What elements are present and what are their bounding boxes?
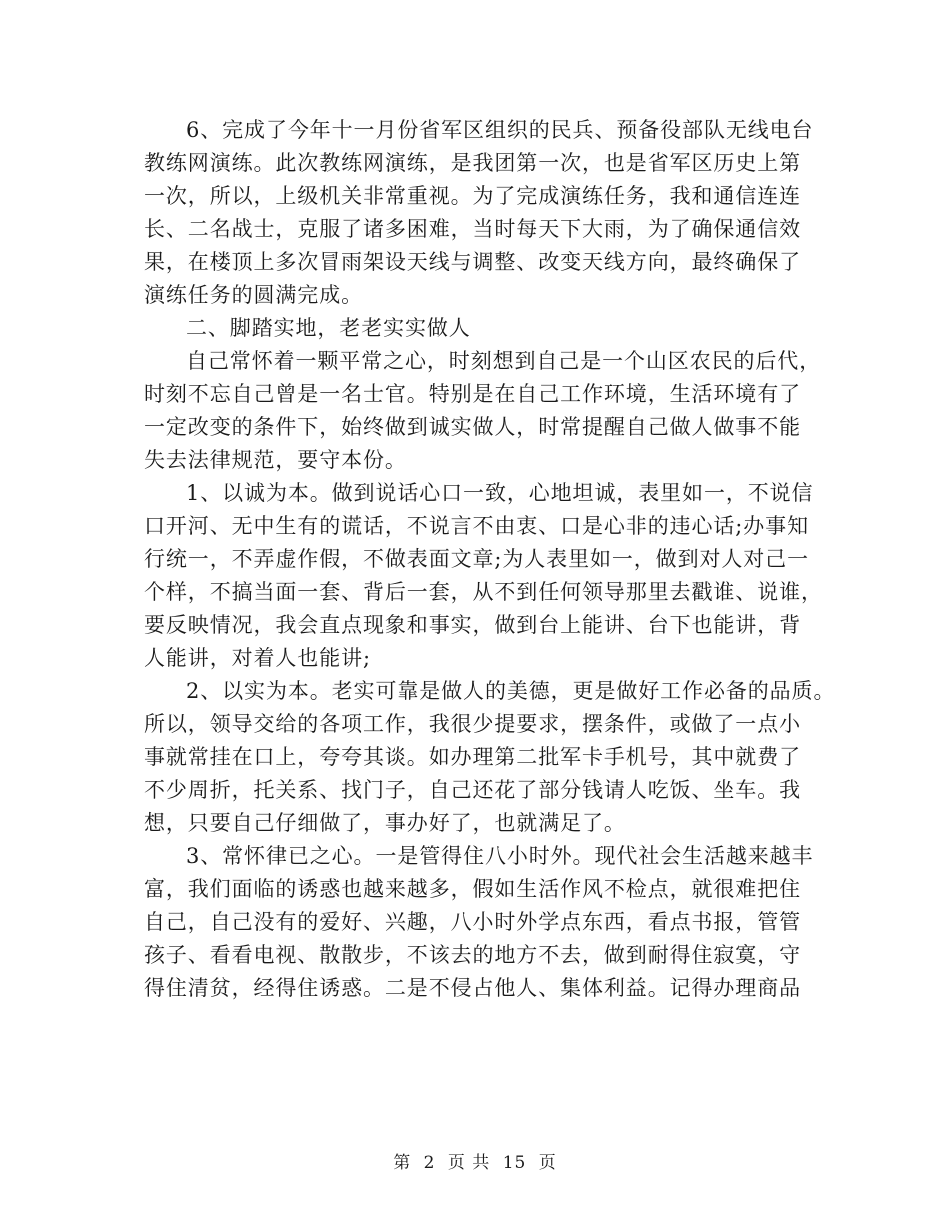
text-line: 教练网演练。此次教练网演练，是我团第一次，也是省军区历史上第 — [144, 151, 801, 175]
text-line: 一次，所以，上级机关非常重视。为了完成演练任务，我和通信连连 — [144, 184, 801, 208]
text-line: 长、二名战士，克服了诸多困难，当时每天下大雨，为了确保通信效 — [144, 217, 801, 241]
text-line: 失去法律规范，要守本份。 — [144, 448, 407, 472]
text-line: 6、完成了今年十一月份省军区组织的民兵、预备役部队无线电台 — [186, 118, 814, 142]
text-line: 想，只要自己仔细做了，事办好了，也就满足了。 — [144, 811, 626, 835]
text-line: 要反映情况，我会直点现象和事实，做到台上能讲、台下也能讲，背 — [144, 613, 801, 637]
text-line: 自己，自己没有的爱好、兴趣，八小时外学点东西，看点书报，管管 — [144, 910, 801, 934]
page-total: 15 — [502, 1153, 527, 1173]
text-line: 自己常怀着一颗平常之心，时刻想到自己是一个山区农民的后代， — [186, 349, 822, 373]
footer-middle: 页 共 — [447, 1153, 491, 1173]
text-line: 不少周折，托关系、找门子，自己还花了部分钱请人吃饭、坐车。我 — [144, 778, 801, 802]
text-line: 口开河、无中生有的谎话，不说言不由衷、口是心非的违心话;办事知 — [144, 514, 809, 538]
text-line: 3、常怀律已之心。一是管得住八小时外。现代社会生活越来越丰 — [186, 844, 814, 868]
text-line: 富，我们面临的诱惑也越来越多，假如生活作风不检点，就很难把住 — [144, 877, 801, 901]
text-line: 得住清贫，经得住诱惑。二是不侵占他人、集体利益。记得办理商品 — [144, 976, 801, 1000]
text-line: 所以，领导交给的各项工作，我很少提要求，摆条件，或做了一点小 — [144, 712, 801, 736]
text-line: 事就常挂在口上，夸夸其谈。如办理第二批军卡手机号，其中就费了 — [144, 745, 801, 769]
text-line: 人能讲，对着人也能讲; — [144, 646, 371, 670]
text-line: 行统一，不弄虚作假，不做表面文章;为人表里如一，做到对人对己一 — [144, 547, 809, 571]
page-number: 2 — [423, 1153, 436, 1173]
text-line: 演练任务的圆满完成。 — [144, 283, 363, 307]
text-line: 一定改变的条件下，始终做到诚实做人，时常提醒自己做人做事不能 — [144, 415, 801, 439]
page-footer — [0, 1151, 950, 1175]
section-heading: 二、脚踏实地，老老实实做人 — [186, 316, 471, 340]
text-line: 2、以实为本。老实可靠是做人的美德，更是做好工作必备的品质。 — [186, 679, 836, 703]
text-line: 孩子、看看电视、散散步，不该去的地方不去，做到耐得住寂寞，守 — [144, 943, 801, 967]
text-line: 果，在楼顶上多次冒雨架设天线与调整、改变天线方向，最终确保了 — [144, 250, 801, 274]
footer-prefix: 第 — [393, 1153, 412, 1173]
text-line: 个样，不搞当面一套、背后一套，从不到任何领导那里去戳谁、说谁， — [144, 580, 823, 604]
text-line: 1、以诚为本。做到说话心口一致，心地坦诚，表里如一，不说信 — [186, 481, 814, 505]
text-line: 时刻不忘自己曾是一名士官。特别是在自己工作环境，生活环境有了 — [144, 382, 801, 406]
footer-suffix: 页 — [538, 1153, 557, 1173]
